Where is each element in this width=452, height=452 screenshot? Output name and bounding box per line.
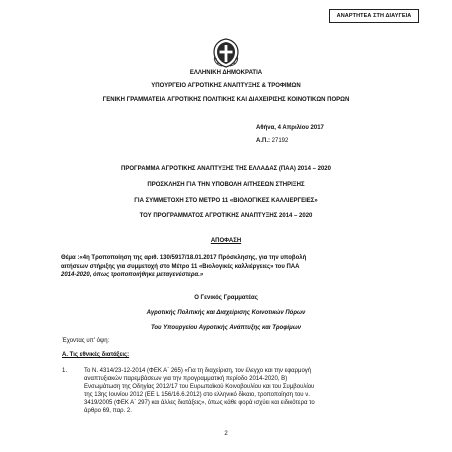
decision-title: ΑΠΟΦΑΣΗ	[210, 238, 242, 244]
country-name: ΕΛΛΗΝΙΚΗ ΔΗΜΟΚΡΑΤΙΑ	[189, 70, 263, 76]
signatory-title: Ο Γενικός Γραμματέας	[194, 295, 258, 301]
subject-line-3: 2014-2020, όπως τροποποιήθηκε μεταγενέστερα.»	[61, 272, 204, 278]
ministry-name: ΥΠΟΥΡΓΕΙΟ ΑΓΡΟΤΙΚΗΣ ΑΝΑΠΤΥΞΗΣ & ΤΡΟΦΙΜΩΝ	[151, 83, 301, 89]
page-number: 2	[224, 431, 228, 437]
protocol-number	[256, 138, 288, 144]
item-line: 3419/2005 (ΦΕΚ Α΄ 297) και άλλες διατάξεις», όπως κάθε φορά ισχύει και ειδικότερα το	[84, 400, 315, 406]
section-a-heading: Α. Τις εθνικές διατάξεις:	[62, 352, 130, 358]
diavgeia-stamp: ΑΝΑΡΤΗΤΕΑ ΣΤΗ ΔΙΑΥΓΕΙΑ	[329, 9, 419, 23]
general-secretariat: ΓΕΝΙΚΗ ΓΡΑΜΜΑΤΕΙΑ ΑΓΡΟΤΙΚΗΣ ΠΟΛΙΤΙΚΗΣ ΚΑΙ ΔΙΑΧΕΙΡΙΣΗΣ ΚΟΙΝΟΤΙΚΩΝ ΠΟΡΩΝ	[102, 97, 350, 103]
subject-line-2: αιτήσεων στήριξης για συμμετοχή στο Μέτρο 11 «Βιολογικές καλλιέργειες» του ΠΑΑ	[61, 263, 300, 270]
greek-emblem-icon	[210, 38, 242, 68]
measure-title: ΓΙΑ ΣΥΜΜΕΤΟΧΗ ΣΤΟ ΜΕΤΡΟ 11 «ΒΙΟΛΟΓΙΚΕΣ ΚΑΛΛΙΕΡΓΕΙΕΣ»	[134, 198, 318, 204]
having-regard: Έχοντας υπ' όψη:	[62, 338, 110, 344]
item-line: αναπτυξιακών παρεμβάσεων για την προγραμματική περίοδο 2014-2020, Β)	[84, 376, 288, 382]
call-title: ΠΡΟΣΚΛΗΣΗ ΓΙΑ ΤΗΝ ΥΠΟΒΟΛΗ ΑΙΤΗΣΕΩΝ ΣΤΗΡΙΞΗΣ	[147, 182, 305, 188]
item-line: Ενσωμάτωση της Οδηγίας 2012/17 του Ευρωπαϊκού Κοινοβουλίου και του Συμβουλίου	[84, 384, 315, 390]
subject-line-1: Θέμα :«4η Τροποποίηση της αριθ. 130/5917/18.01.2017 Πρόσκλησης, για την υποβολή	[61, 255, 307, 261]
document-date: Αθήνα, 4 Απριλίου 2017	[256, 125, 324, 131]
signatory-ministry: Του Υπουργείου Αγροτικής Ανάπτυξης και Τροφίμων	[150, 325, 302, 331]
item-line: Το Ν. 4314/23-12-2014 (ΦΕΚ Α΄ 265) «Για τη διαχείριση, τον έλεγχο και την εφαρμογή	[84, 368, 312, 374]
program-subtitle: ΤΟΥ ΠΡΟΓΡΑΜΜΑΤΟΣ ΑΓΡΟΤΙΚΗΣ ΑΝΑΠΤΥΞΗΣ 2014 – 2020	[139, 213, 313, 219]
item-line: της 13ης Ιουνίου 2012 (ΕΕ L 156/16.6.2012) στο ελληνικό δίκαιο, τροποποίηση του ν.	[84, 392, 310, 398]
protocol-value: 27192	[271, 138, 289, 144]
signatory-department: Αγροτικής Πολιτικής και Διαχείρισης Κοινοτικών Πόρων	[146, 310, 306, 316]
item-text	[84, 367, 392, 415]
program-title: ΠΡΟΓΡΑΜΜΑ ΑΓΡΟΤΙΚΗΣ ΑΝΑΠΤΥΞΗΣ ΤΗΣ ΕΛΛΑΔΑΣ (ΠΑΑ) 2014 – 2020	[121, 166, 331, 172]
protocol-label: Α.Π.:	[256, 138, 270, 144]
item-number: 1.	[62, 368, 68, 374]
decision-subject	[61, 254, 393, 280]
item-line: άρθρο 69, παρ. 2.	[84, 408, 132, 414]
